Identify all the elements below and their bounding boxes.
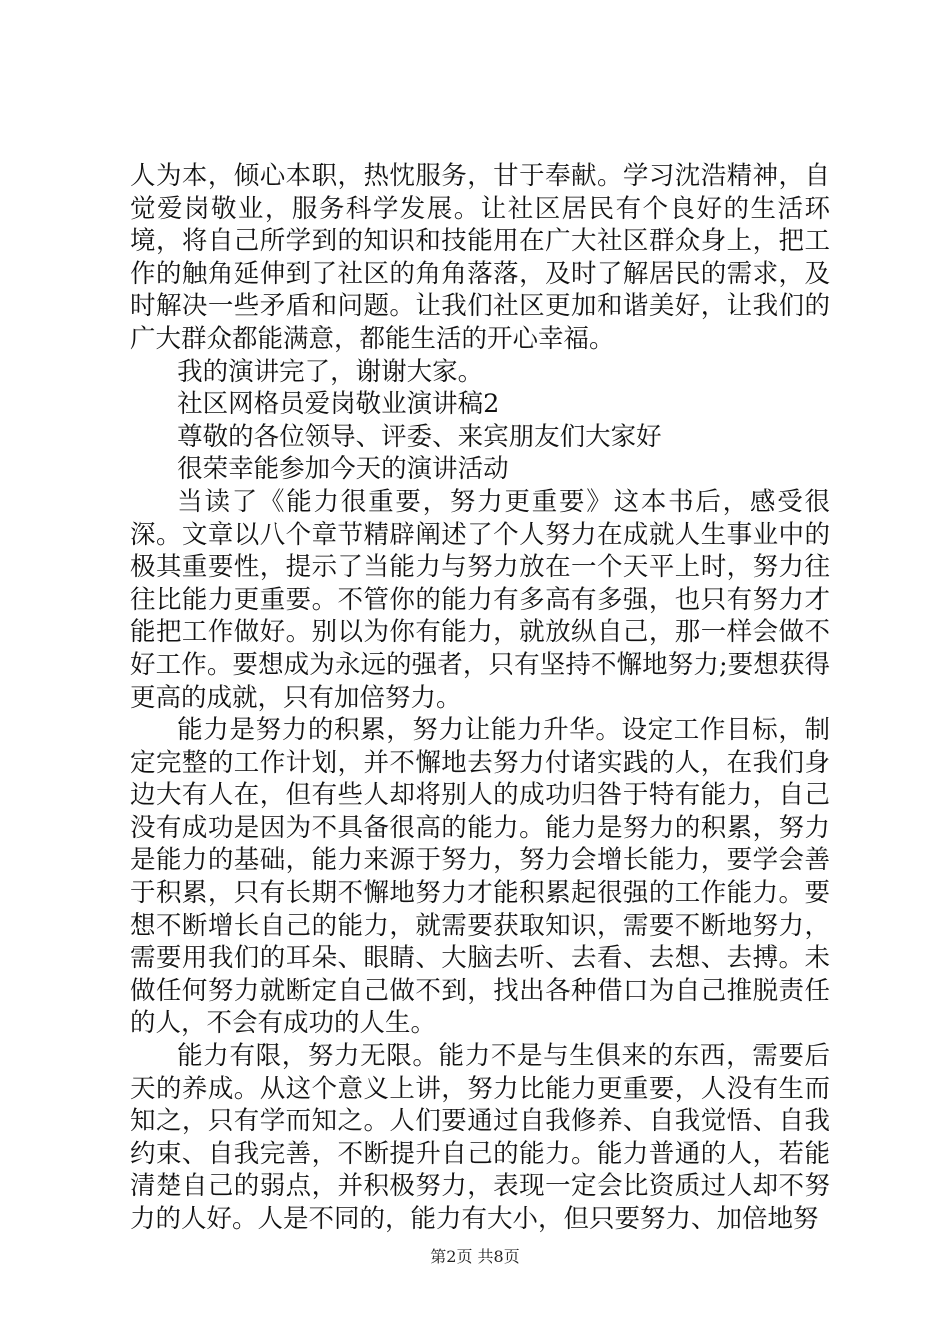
page-footer bbox=[0, 1244, 950, 1267]
page-number-label: 第2页 共8页 bbox=[430, 1247, 520, 1266]
paragraph-5: 很荣幸能参加今天的演讲活动 bbox=[177, 454, 509, 485]
paragraph-4: 尊敬的各位领导、评委、来宾朋友们大家好 bbox=[177, 421, 662, 452]
document-body bbox=[130, 160, 830, 1236]
paragraph-7: 能力是努力的积累，努力让能力升华。设定工作目标，制定完整的工作计划，并不懈地去努力付诸实践的人，在我们身边大有人在，但有些人却将别人的成功归咎于特有能力，自己没有成功是因为不具备很高的能力。能力是努力的积累，努力是能力的基础，能力来源于努力，努力会增长能力，要学会善于积累，只有长期不懈地努力才能积累起很强的工作能力。要想不断增长自己的能力，就需要获取知识，需要不断地努力，需要用我们的耳朵、眼睛、大脑去听、去看、去想、去搏。未做任何努力就断定自己做不到，找出各种借口为自己推脱责任的人，不会有成功的人生。 bbox=[130, 715, 830, 1039]
paragraph-3: 社区网格员爱岗敬业演讲稿2 bbox=[177, 389, 500, 420]
paragraph-6: 当读了《能力很重要，努力更重要》这本书后，感受很深。文章以八个章节精辟阐述了个人努力在成就人生事业中的极其重要性，提示了当能力与努力放在一个天平上时，努力往往比能力更重要。不管你的能力有多高有多强，也只有努力才能把工作做好。别以为你有能力，就放纵自己，那一样会做不好工作。要想成为永远的强者，只有坚持不懈地努力;要想获得更高的成就，只有加倍努力。 bbox=[130, 486, 830, 713]
paragraph-1: 人为本，倾心本职，热忱服务，甘于奉献。学习沈浩精神，自觉爱岗敬业，服务科学发展。让社区居民有个良好的生活环境，将自己所学到的知识和技能用在广大社区群众身上，把工作的触角延伸到了社区的角角落落，及时了解居民的需求，及时解决一些矛盾和问题。让我们社区更加和谐美好，让我们的广大群众都能满意，都能生活的开心幸福。 bbox=[130, 161, 830, 354]
paragraph-2: 我的演讲完了，谢谢大家。 bbox=[177, 356, 484, 387]
paragraph-8: 能力有限，努力无限。能力不是与生俱来的东西，需要后天的养成。从这个意义上讲，努力比能力更重要，人没有生而知之，只有学而知之。人们要通过自我修养、自我觉悟、自我约束、自我完善，不断提升自己的能力。能力普通的人，若能清楚自己的弱点，并积极努力，表现一定会比资质过人却不努力的人好。人是不同的，能力有大小，但只要努力、加倍地努 bbox=[130, 1041, 830, 1234]
